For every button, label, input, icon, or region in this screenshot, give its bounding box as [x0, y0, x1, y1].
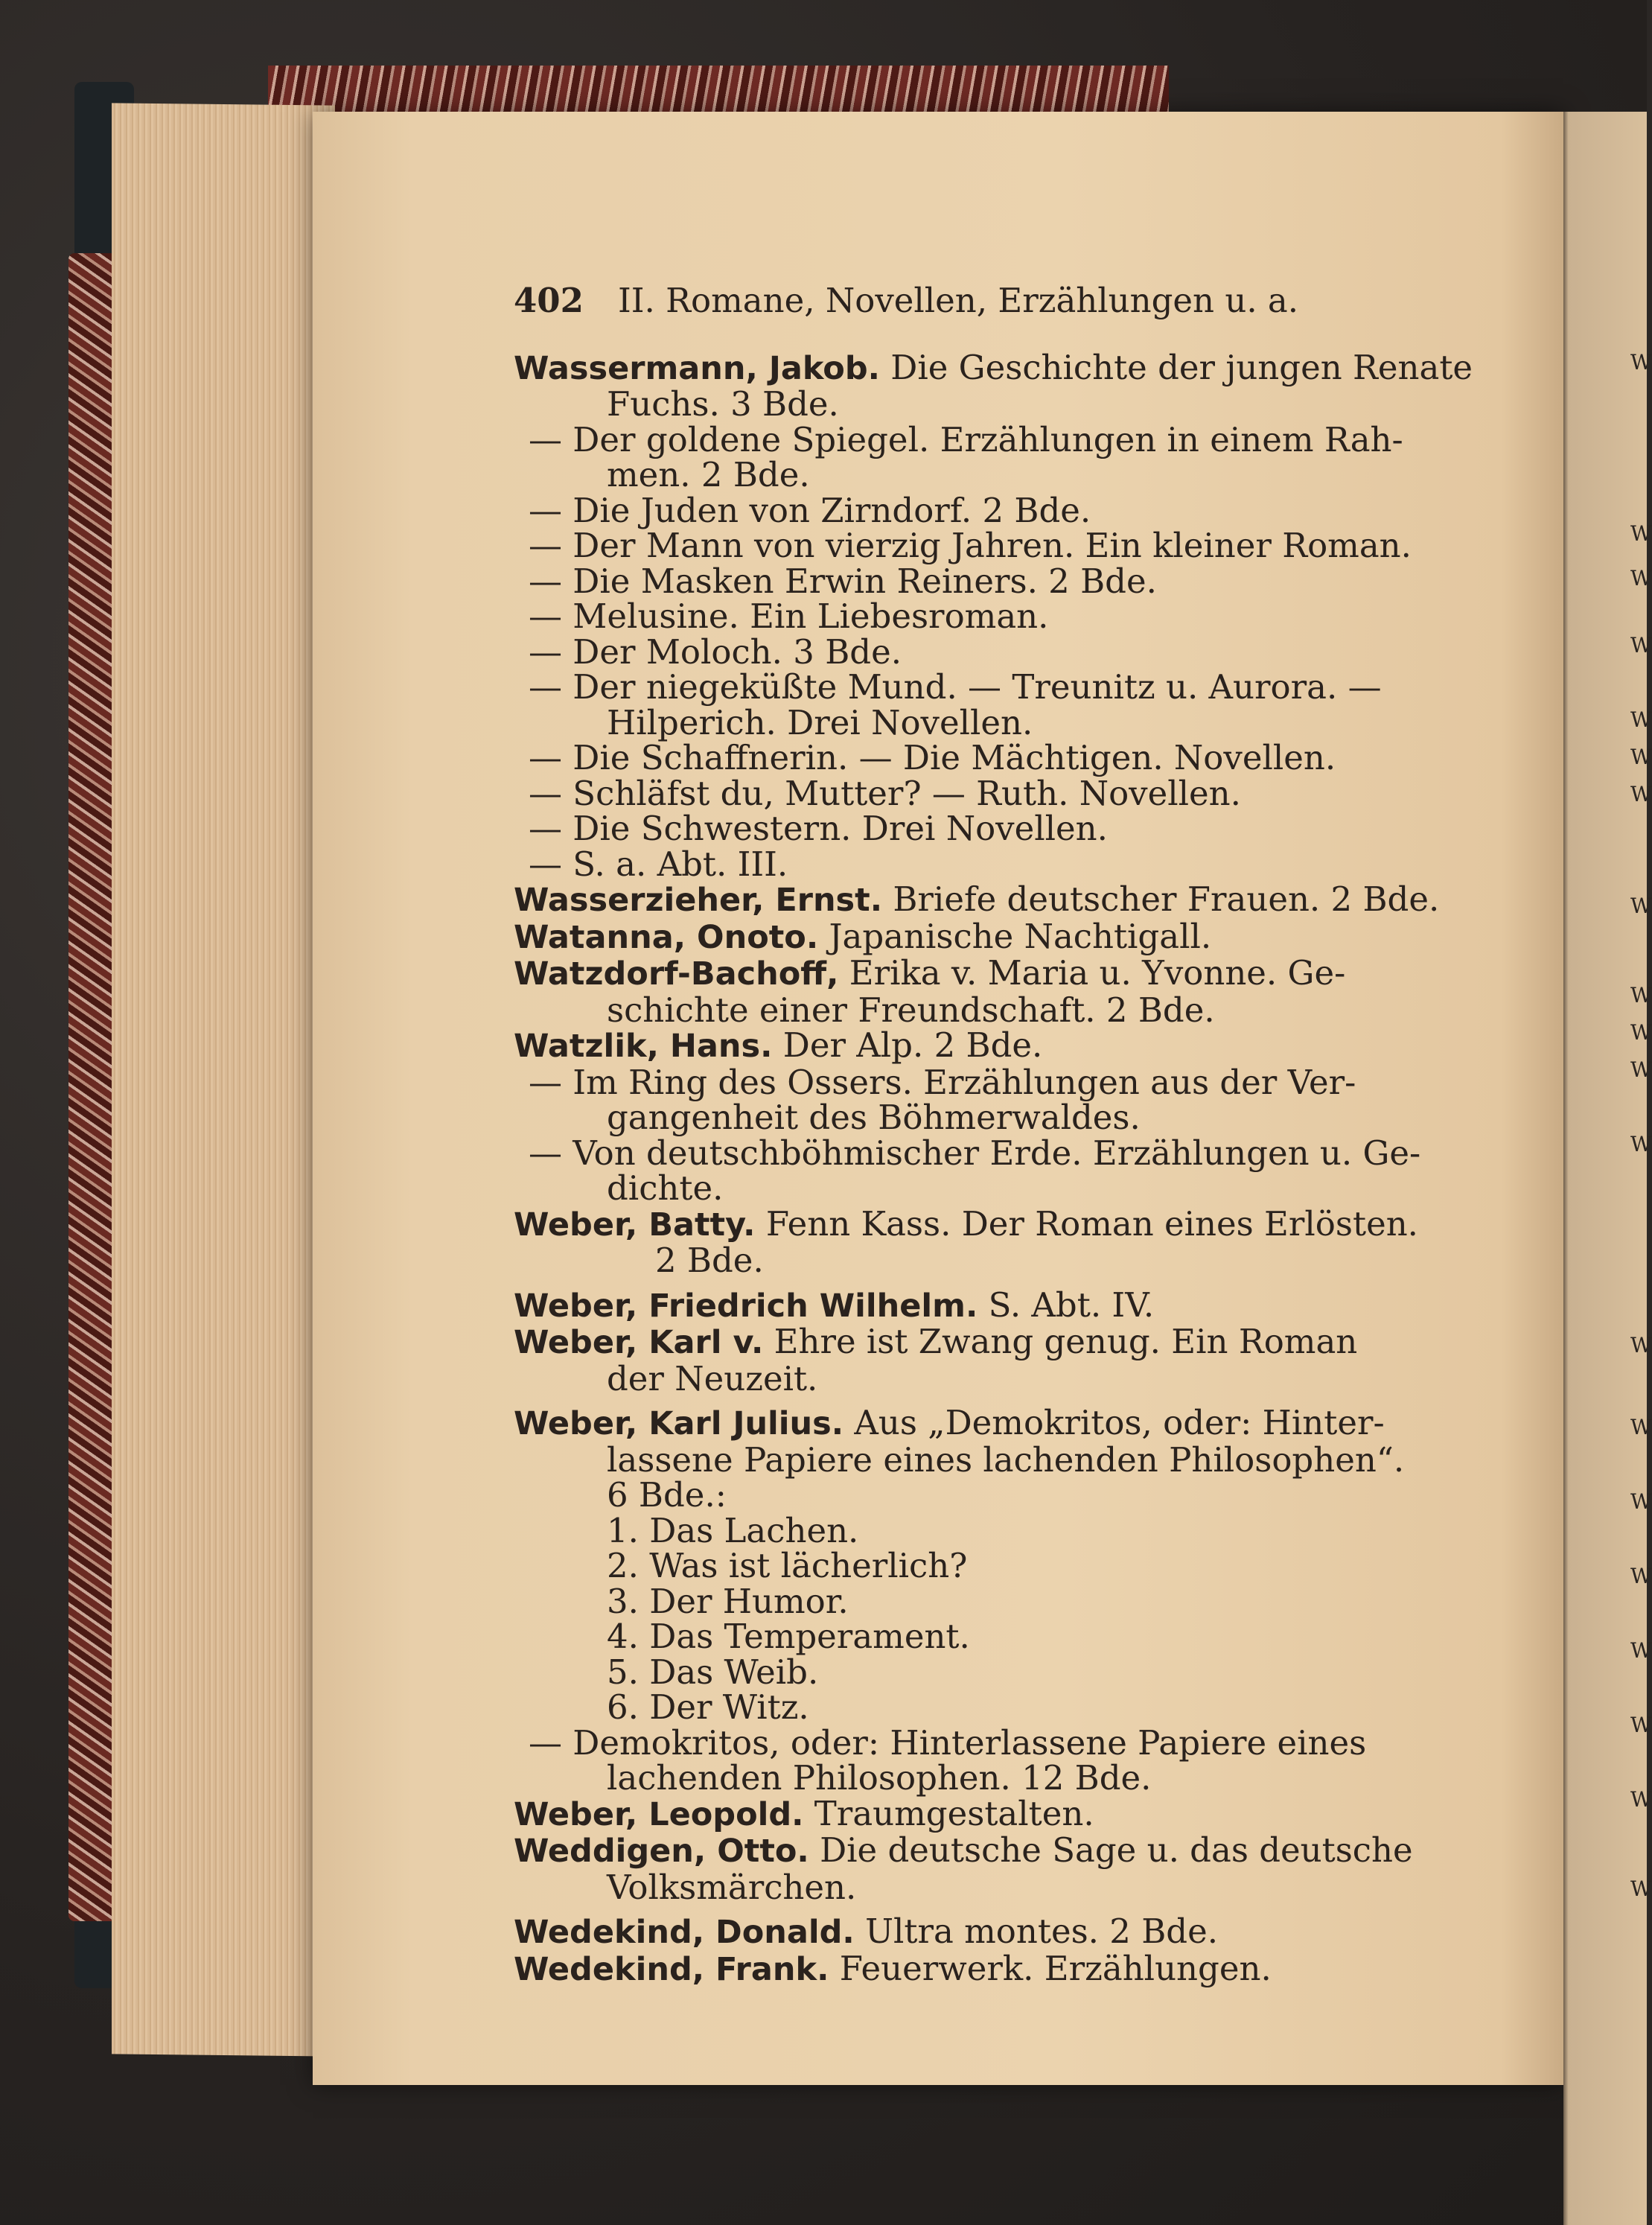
volume-item: 1. Das Lachen.	[607, 1510, 859, 1550]
volume-item: 3. Der Humor.	[607, 1581, 849, 1621]
entry-line: — Schläfst du, Mutter? — Ruth. Novellen.	[529, 773, 1241, 813]
author-name: Wasserzieher, Ernst.	[514, 882, 883, 919]
page-edges	[112, 103, 335, 2056]
facing-page-letter: W	[1630, 1020, 1652, 1045]
entry-title: Japanische Nachtigall.	[818, 916, 1212, 956]
entry-line: — Die Schwestern. Drei Novellen.	[529, 809, 1108, 848]
author-name: Weber, Karl v.	[514, 1324, 764, 1361]
entry-line	[514, 1203, 1496, 1244]
author-name: Watanna, Onoto.	[514, 918, 819, 956]
entry-line	[514, 1405, 1496, 1442]
entry-title: Die deutsche Sage u. das deutsche	[809, 1830, 1413, 1870]
entry-continuation: schichte einer Freundschaft. 2 Bde.	[607, 990, 1215, 1030]
entry-line: — Demokritos, oder: Hinterlassene Papiere eines	[529, 1722, 1367, 1763]
entry-line: — Der Mann von vierzig Jahren. Ein kleiner Roman.	[529, 526, 1412, 565]
entry-line	[514, 347, 1496, 387]
entry-line: — Der niegeküßte Mund. — Treunitz u. Aurora. —	[529, 667, 1382, 707]
facing-page-letter: W	[1630, 1489, 1652, 1514]
entry-line: — Von deutschböhmischer Erde. Erzählungen u. Ge-	[529, 1133, 1421, 1173]
entry-line: — Im Ring des Ossers. Erzählungen aus der Ver-	[529, 1062, 1356, 1102]
entry-title: Aus „Demokritos, oder: Hinter-	[843, 1403, 1385, 1442]
facing-page-letter: W	[1630, 1564, 1652, 1588]
author-name: Weber, Batty.	[514, 1206, 756, 1244]
facing-page-letter: W	[1630, 350, 1652, 375]
facing-page-letter: W	[1630, 983, 1652, 1008]
facing-page-letter: W	[1630, 633, 1652, 658]
entry-line: — S. a. Abt. III.	[529, 844, 788, 884]
entry-title: Die Geschichte der jungen Renate	[879, 347, 1473, 387]
entry-line	[514, 1324, 1496, 1361]
entry-line: — Die Schaffnerin. — Die Mächtigen. Novellen.	[529, 738, 1336, 777]
entry-continuation: Fuchs. 3 Bde.	[607, 384, 839, 424]
entry-title: S. Abt. IV.	[978, 1285, 1155, 1325]
entry-continuation: 2 Bde.	[655, 1241, 764, 1280]
running-title: II. Romane, Novellen, Erzählungen u. a.	[618, 281, 1299, 320]
entry-continuation: lachenden Philosophen. 12 Bde.	[607, 1758, 1152, 1798]
volume-item: 6. Der Witz.	[607, 1687, 809, 1727]
entry-title: Ultra montes. 2 Bde.	[854, 1912, 1219, 1951]
author-name: Wedekind, Frank.	[514, 1950, 829, 1988]
facing-page-letter: W	[1630, 894, 1652, 918]
entry-continuation: Hilperich. Drei Novellen.	[607, 702, 1033, 742]
facing-page-letter: W	[1630, 1877, 1652, 1901]
facing-page-letter: W	[1630, 566, 1652, 591]
entry-continuation: gangenheit des Böhmerwaldes.	[607, 1098, 1141, 1137]
author-name: Wassermann, Jakob.	[514, 349, 880, 387]
author-name: Weber, Karl Julius.	[514, 1405, 844, 1442]
entry-title: Feuerwerk. Erzählungen.	[829, 1948, 1272, 1988]
facing-page-letter: W	[1630, 521, 1652, 546]
facing-page-letter: W	[1630, 1713, 1652, 1737]
entry-line	[514, 1948, 1496, 1988]
entry-line: — Die Masken Erwin Reiners. 2 Bde.	[529, 561, 1157, 601]
volume-item: 5. Das Weib.	[607, 1652, 819, 1692]
facing-page-letter: W	[1630, 707, 1652, 732]
volume-item: 4. Das Temperament.	[607, 1617, 970, 1656]
facing-page-letter: W	[1630, 782, 1652, 806]
author-name: Watzlik, Hans.	[514, 1028, 773, 1065]
entry-continuation: 6 Bde.:	[607, 1475, 727, 1515]
entry-continuation: men. 2 Bde.	[607, 455, 810, 494]
entry-line	[514, 1914, 1496, 1951]
entry-title: Traumgestalten.	[803, 1793, 1094, 1833]
facing-page-letter: W	[1630, 1415, 1652, 1439]
entry-line	[514, 1287, 1496, 1325]
page-number: 402	[514, 281, 584, 320]
facing-page-letter: W	[1630, 1787, 1652, 1812]
facing-page-letter: W	[1630, 1638, 1652, 1663]
author-name: Weber, Leopold.	[514, 1795, 804, 1833]
entry-line	[514, 879, 1496, 919]
volume-item: 2. Was ist lächerlich?	[607, 1546, 968, 1585]
author-name: Weddigen, Otto.	[514, 1833, 809, 1870]
entry-continuation: der Neuzeit.	[607, 1358, 818, 1398]
entry-line	[514, 955, 1496, 993]
facing-page-letter: W	[1630, 1132, 1652, 1156]
author-name: Wedekind, Donald.	[514, 1914, 855, 1951]
entry-line: — Der goldene Spiegel. Erzählungen in einem Rah-	[529, 419, 1403, 459]
entry-continuation: Volksmärchen.	[607, 1867, 857, 1907]
entry-list	[514, 347, 1496, 1988]
facing-page	[1563, 112, 1647, 2225]
running-header	[514, 283, 1496, 319]
entry-title: Fenn Kass. Der Roman eines Erlösten.	[755, 1203, 1418, 1244]
entry-continuation: lassene Papiere eines lachenden Philosophen“.	[607, 1439, 1405, 1480]
page-text	[514, 283, 1496, 1987]
facing-page-letter: W	[1630, 1333, 1652, 1357]
marbled-edge-top	[268, 66, 1169, 112]
entry-line	[514, 1793, 1496, 1833]
entry-title: Der Alp. 2 Bde.	[772, 1025, 1043, 1065]
entry-line: — Der Moloch. 3 Bde.	[529, 631, 902, 672]
facing-page-letter: W	[1630, 745, 1652, 769]
author-name: Weber, Friedrich Wilhelm.	[514, 1287, 978, 1325]
entry-title: Briefe deutscher Frauen. 2 Bde.	[882, 879, 1440, 919]
entry-title: Ehre ist Zwang genug. Ein Roman	[763, 1322, 1358, 1361]
entry-line: — Die Juden von Zirndorf. 2 Bde.	[529, 490, 1091, 530]
facing-page-letter: W	[1630, 1057, 1652, 1082]
entry-line	[514, 1830, 1496, 1870]
entry-line: — Melusine. Ein Liebesroman.	[529, 596, 1049, 636]
entry-line	[514, 1025, 1496, 1065]
entry-title: Erika v. Maria u. Yvonne. Ge-	[838, 953, 1346, 993]
author-name: Watzdorf-Bachoff,	[514, 955, 839, 993]
entry-line	[514, 916, 1496, 956]
entry-continuation: dichte.	[607, 1168, 724, 1208]
